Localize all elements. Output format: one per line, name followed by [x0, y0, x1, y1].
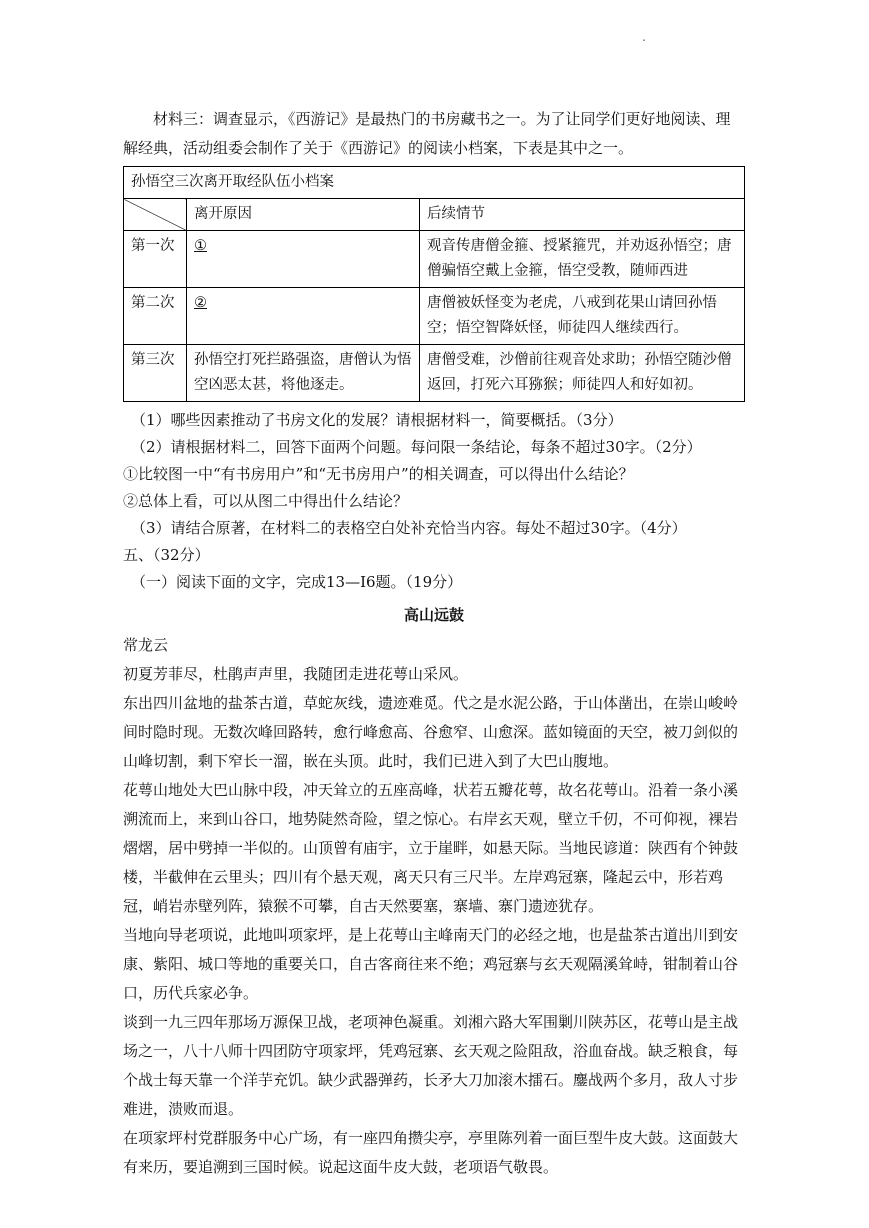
reason-cell: 孙悟空打死拦路强盗，唐僧认为悟空凶恶太甚，将他逐走。 — [187, 345, 420, 402]
article-title: 高山远鼓 — [403, 606, 464, 624]
row-label: 第二次 — [124, 288, 187, 345]
column-header-reason: 离开原因 — [187, 199, 420, 231]
archive-table — [123, 166, 745, 402]
question-2-part-1: ①比较图一中“有书房用户”和“无书房用户”的相关调查，可以得出什么结论？ — [123, 465, 634, 483]
article-paragraph: 花萼山地处大巴山脉中段，冲天耸立的五座高峰，状若五瓣花萼，故名花萼山。沿着一条小溪溯流而上，来到山谷口，地势陡然奇险，望之惊心。右岸玄天观，壁立千仞，不可仰视，裸岩熠熠，居中劈掉一半似的。山顶曾有庙宇，立于崖畔，如悬天际。当地民谚道：陕西有个钟鼓楼，半截伸在云里头；四川有个悬天观，离天只有三尺半。左岸鸡冠寨，隆起云中，形若鸡冠，峭岩赤壁列阵，猿猴不可攀，自古天然要塞，寨墙、寨门遗迹犹存。 — [123, 781, 739, 915]
blank-marker: ② — [194, 295, 207, 311]
article-paragraph: 东出四川盆地的盐茶古道，草蛇灰线，遗迹难觅。代之是水泥公路，于山体凿出，在崇山峻岭间时隐时现。无数次峰回路转，愈行峰愈高、谷愈窄、山愈深。蓝如镜面的天空，被刀剑似的山峰切割，剩下窄长一溜，嵌在头顶。此时，我们已进入到了大巴山腹地。 — [123, 694, 739, 770]
article-paragraph: 谈到一九三四年那场万源保卫战，老项神色凝重。刘湘六路大军围剿川陕苏区，花萼山是主战场之一，八十八师十四团防守项家坪，凭鸡冠寨、玄天观之险阻敌，浴血奋战。缺乏粮食，每个战士每天靠一个洋芋充饥。缺少武器弹药，长矛大刀加滚木擂石。鏖战两个多月，敌人寸步难进，溃败而退。 — [123, 1013, 739, 1118]
table-row — [124, 288, 745, 345]
article-author: 常龙云 — [123, 636, 169, 654]
question-2-part-2: ②总体上看，可以从图二中得出什么结论？ — [123, 492, 409, 510]
followup-cell: 唐僧被妖怪变为老虎，八戒到花果山请回孙悟空；悟空智降妖怪，师徒四人继续西行。 — [420, 288, 745, 345]
followup-cell: 观音传唐僧金箍、授紧箍咒，并劝返孙悟空；唐僧骗悟空戴上金箍，悟空受教，随师西进 — [420, 231, 745, 288]
section-five: 五、（32分） — [123, 546, 210, 564]
question-2: （2）请根据材料二，回答下面两个问题。每问限一条结论，每条不超过30字。（2分） — [131, 438, 702, 456]
row-label: 第三次 — [124, 345, 187, 402]
table-title: 孙悟空三次离开取经队伍小档案 — [124, 167, 745, 199]
diagonal-header-cell — [124, 199, 187, 231]
table-row — [124, 231, 745, 288]
question-3: （3）请结合原著，在材料二的表格空白处补充恰当内容。每处不超过30字。（4分） — [131, 519, 687, 537]
followup-cell: 唐僧受难，沙僧前往观音处求助；孙悟空随沙僧返回，打死六耳猕猴；师徒四人和好如初。 — [420, 345, 745, 402]
table-row — [124, 345, 745, 402]
article-paragraph: 当地向导老项说，此地叫项家坪，是上花萼山主峰南天门的必经之地，也是盐茶古道出川到安康、紫阳、城口等地的重要关口，自古客商往来不绝；鸡冠寨与玄天观隔溪耸峙，钳制着山谷口，历代兵家必争。 — [123, 926, 739, 1002]
row-label: 第一次 — [124, 231, 187, 288]
article-paragraph: 初夏芳菲尽，杜鹃声声里，我随团走进花萼山采风。 — [123, 665, 469, 683]
blank-marker: ① — [194, 238, 207, 254]
section-five-instruction: （一）阅读下面的文字，完成13—I6题。（19分） — [131, 573, 463, 591]
page-mark: . — [642, 30, 646, 44]
material-three: 材料三：调查显示，《西游记》是最热门的书房藏书之一。为了让同学们更好地阅读、理解经典，活动组委会制作了关于《西游记》的阅读小档案，下表是其中之一。 — [123, 110, 731, 157]
exam-page — [123, 105, 745, 1182]
column-header-followup: 后续情节 — [420, 199, 745, 231]
question-1: （1）哪些因素推动了书房文化的发展？请根据材料一，简要概括。（3分） — [131, 411, 623, 429]
article-paragraph: 在项家坪村党群服务中心广场，有一座四角攒尖亭，亭里陈列着一面巨型牛皮大鼓。这面鼓大有来历，要追溯到三国时候。说起这面牛皮大鼓，老项语气敬畏。 — [123, 1129, 739, 1176]
